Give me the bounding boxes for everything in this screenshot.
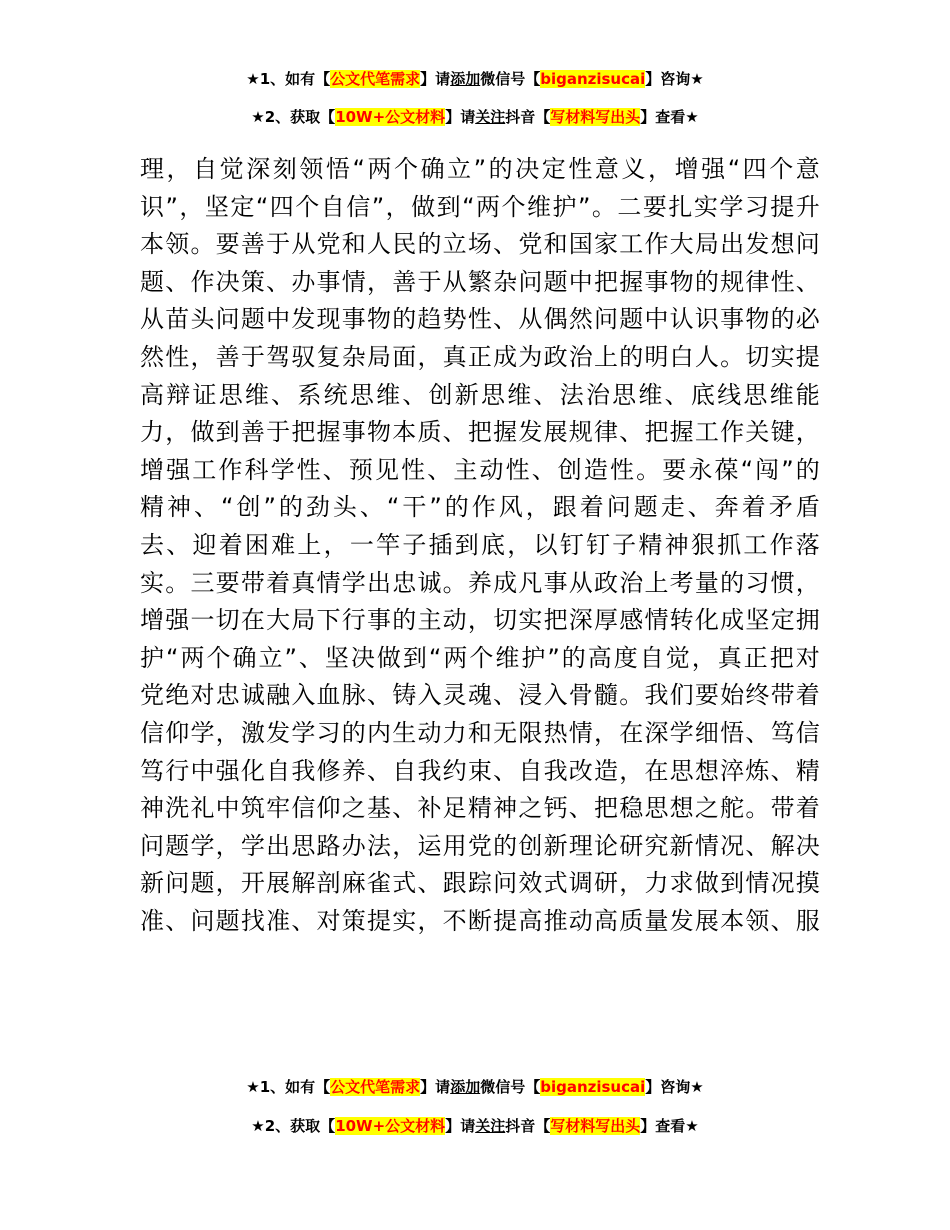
header-promo-line-1: [0, 69, 950, 89]
body-line: 识”，坚定“四个自信”，做到“两个维护”。二要扎实学习提升: [140, 192, 820, 221]
promo-underlined-add: 添加: [450, 1078, 481, 1096]
promo-underlined-add: 添加: [450, 70, 481, 88]
promo-text: 微信号【: [480, 1078, 541, 1096]
body-line: 神洗礼中筑牢信仰之基、补足精神之钙、把稳思想之舵。带着: [140, 794, 820, 823]
promo-highlight-service: 公文代笔需求: [330, 70, 421, 88]
footer-promo-line-2: [0, 1116, 950, 1136]
footer-promo-line-1: [0, 1077, 950, 1097]
promo-text: 】请: [445, 108, 476, 126]
body-line: 高辩证思维、系统思维、创新思维、法治思维、底线思维能: [140, 380, 820, 409]
promo-suffix: 】咨询★: [645, 70, 704, 88]
body-line: 力，做到善于把握事物本质、把握发展规律、把握工作关键，: [140, 418, 820, 447]
body-line: 护“两个确立”、坚决做到“两个维护”的高度自觉，真正把对: [140, 643, 820, 672]
body-line: 信仰学，激发学习的内生动力和无限热情，在深学细悟、笃信: [140, 718, 820, 747]
body-line: 理，自觉深刻领悟“两个确立”的决定性意义，增强“四个意: [140, 155, 820, 183]
promo-suffix: 】查看★: [640, 1117, 699, 1135]
promo-text: 】请: [420, 70, 451, 88]
promo-underlined-follow: 关注: [475, 108, 506, 126]
body-line: 从苗头问题中发现事物的趋势性、从偶然问题中认识事物的必: [140, 305, 820, 334]
body-line: 本领。要善于从党和人民的立场、党和国家工作大局出发想问: [140, 230, 820, 259]
promo-text: 】请: [420, 1078, 451, 1096]
promo-highlight-douyin: 写材料写出头: [550, 1117, 641, 1135]
promo-text: 抖音【: [505, 108, 551, 126]
header-promo-line-2: [0, 107, 950, 127]
promo-highlight-wechat-id: biganzisucai: [540, 70, 646, 88]
body-line: 增强一切在大局下行事的主动，切实把深厚感情转化成坚定拥: [140, 606, 820, 635]
body-line: 笃行中强化自我修养、自我约束、自我改造，在思想淬炼、精: [140, 756, 820, 785]
promo-text: 微信号【: [480, 70, 541, 88]
body-line: 问题学，学出思路办法，运用党的创新理论研究新情况、解决: [140, 831, 820, 860]
promo-highlight-service: 公文代笔需求: [330, 1078, 421, 1096]
promo-prefix: ★1、如有【: [246, 1078, 331, 1096]
body-line: 题、作决策、办事情，善于从繁杂问题中把握事物的规律性、: [140, 267, 820, 296]
body-line: 准、问题找准、对策提实，不断提高推动高质量发展本领、服: [140, 906, 820, 935]
promo-highlight-materials: 10W+公文材料: [335, 1117, 446, 1135]
body-line: 增强工作科学性、预见性、主动性、创造性。要永葆“闯”的: [140, 455, 820, 484]
promo-prefix: ★2、获取【: [251, 1117, 336, 1135]
promo-suffix: 】咨询★: [645, 1078, 704, 1096]
promo-highlight-douyin: 写材料写出头: [550, 108, 641, 126]
promo-underlined-follow: 关注: [475, 1117, 506, 1135]
promo-highlight-materials: 10W+公文材料: [335, 108, 446, 126]
document-body: [140, 151, 820, 940]
promo-highlight-wechat-id: biganzisucai: [540, 1078, 646, 1096]
body-line: 新问题，开展解剖麻雀式、跟踪问效式调研，力求做到情况摸: [140, 869, 820, 898]
body-line: 党绝对忠诚融入血脉、铸入灵魂、浸入骨髓。我们要始终带着: [140, 681, 820, 710]
promo-text: 抖音【: [505, 1117, 551, 1135]
body-line: 然性，善于驾驭复杂局面，真正成为政治上的明白人。切实提: [140, 342, 820, 371]
promo-text: 】请: [445, 1117, 476, 1135]
promo-prefix: ★1、如有【: [246, 70, 331, 88]
body-line: 实。三要带着真情学出忠诚。养成凡事从政治上考量的习惯，: [140, 568, 820, 597]
body-line: 去、迎着困难上，一竿子插到底，以钉钉子精神狠抓工作落: [140, 530, 820, 559]
promo-suffix: 】查看★: [640, 108, 699, 126]
promo-prefix: ★2、获取【: [251, 108, 336, 126]
body-line: 精神、“创”的劲头、“干”的作风，跟着问题走、奔着矛盾: [140, 493, 820, 522]
